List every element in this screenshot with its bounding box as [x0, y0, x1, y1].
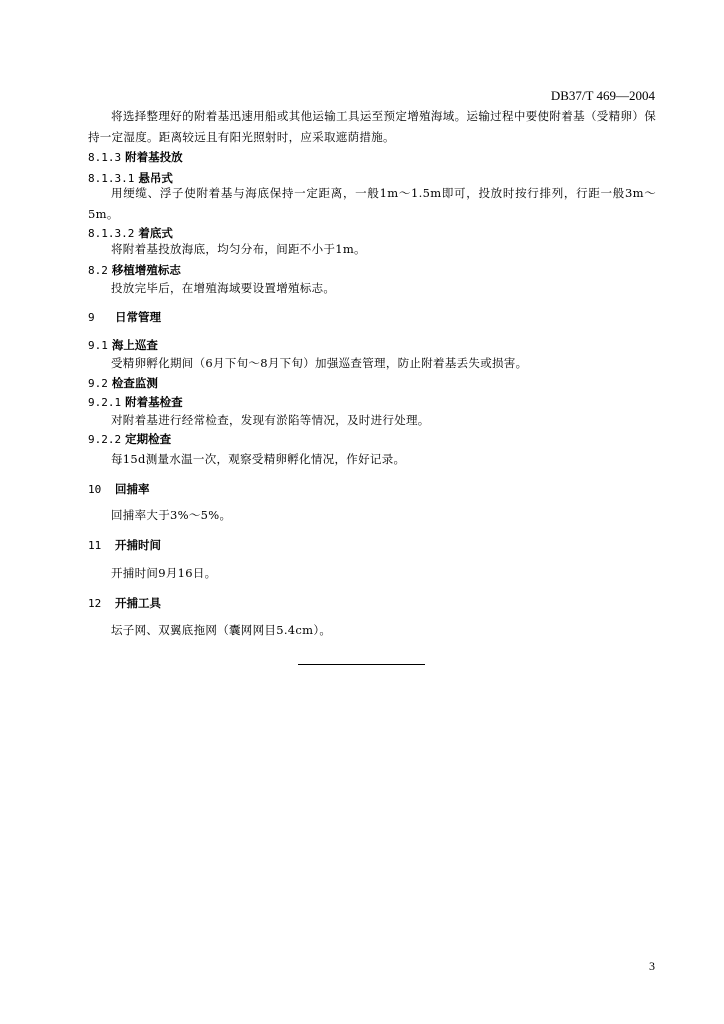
section-number: 9.1 — [88, 339, 108, 352]
paragraph-recapture: 回捕率大于3%～5%。 — [111, 508, 232, 522]
section-number: 8.1.3.1 — [88, 172, 135, 185]
paragraph-harvest-tools: 坛子网、双翼底拖网（囊网网目5.4cm）。 — [111, 623, 332, 637]
standard-code: DB37/T 469—2004 — [550, 88, 655, 103]
paragraph-periodic: 每15d测量水温一次，观察受精卵孵化情况，作好记录。 — [111, 452, 406, 466]
end-of-document-rule — [298, 664, 425, 665]
section-number: 9 — [88, 311, 95, 324]
section-number: 8.1.3 — [88, 151, 122, 164]
paragraph-bottom: 将附着基投放海底，均匀分布，间距不小于1m。 — [111, 242, 366, 256]
section-number: 12 — [88, 597, 102, 610]
paragraph-transport: 将选择整理好的附着基迅速用船或其他运输工具运至预定增殖海域。运输过程中要使附着基（受精卵）保持一定湿度。距离较远且有阳光照射时，应采取遮荫措施。 — [88, 109, 656, 144]
heading-11 — [88, 535, 161, 556]
paragraph-patrol: 受精卵孵化期间（6月下旬～8月下旬）加强巡查管理，防止附着基丢失或损害。 — [111, 356, 528, 370]
section-title: 开捕时间 — [115, 538, 162, 552]
section-title: 悬吊式 — [138, 171, 173, 185]
heading-9-2 — [88, 373, 158, 394]
section-number: 8.2 — [88, 264, 108, 277]
heading-9-2-2 — [88, 429, 171, 450]
heading-8-1-3 — [88, 147, 183, 168]
section-title: 海上巡查 — [111, 338, 158, 352]
paragraph-marker: 投放完毕后，在增殖海域要设置增殖标志。 — [111, 281, 336, 295]
heading-10 — [88, 479, 150, 500]
section-title: 回捕率 — [115, 482, 150, 496]
section-title: 附着基投放 — [125, 150, 183, 164]
heading-12 — [88, 593, 161, 614]
heading-9 — [88, 307, 161, 328]
paragraph-suspended: 用绠缆、浮子使附着基与海底保持一定距离，一般1m～1.5m即可，投放时按行排列，行距一般3m～5m。 — [88, 186, 656, 221]
section-number: 11 — [88, 539, 102, 552]
section-title: 日常管理 — [115, 310, 162, 324]
section-title: 着底式 — [138, 226, 173, 240]
section-title: 附着基检查 — [125, 395, 183, 409]
section-number: 10 — [88, 483, 102, 496]
section-title: 移植增殖标志 — [111, 263, 181, 277]
paragraph-harvest-time: 开捕时间9月16日。 — [111, 566, 217, 580]
section-number: 9.2.2 — [88, 433, 122, 446]
paragraph-inspection: 对附着基进行经常检查，发现有淤陷等情况，及时进行处理。 — [111, 413, 430, 427]
section-title: 检查监测 — [111, 376, 158, 390]
section-title: 开捕工具 — [115, 596, 162, 610]
section-number: 8.1.3.2 — [88, 227, 135, 240]
page-number: 3 — [649, 959, 655, 973]
section-number: 9.2.1 — [88, 396, 122, 409]
section-title: 定期检查 — [125, 432, 172, 446]
section-number: 9.2 — [88, 377, 108, 390]
